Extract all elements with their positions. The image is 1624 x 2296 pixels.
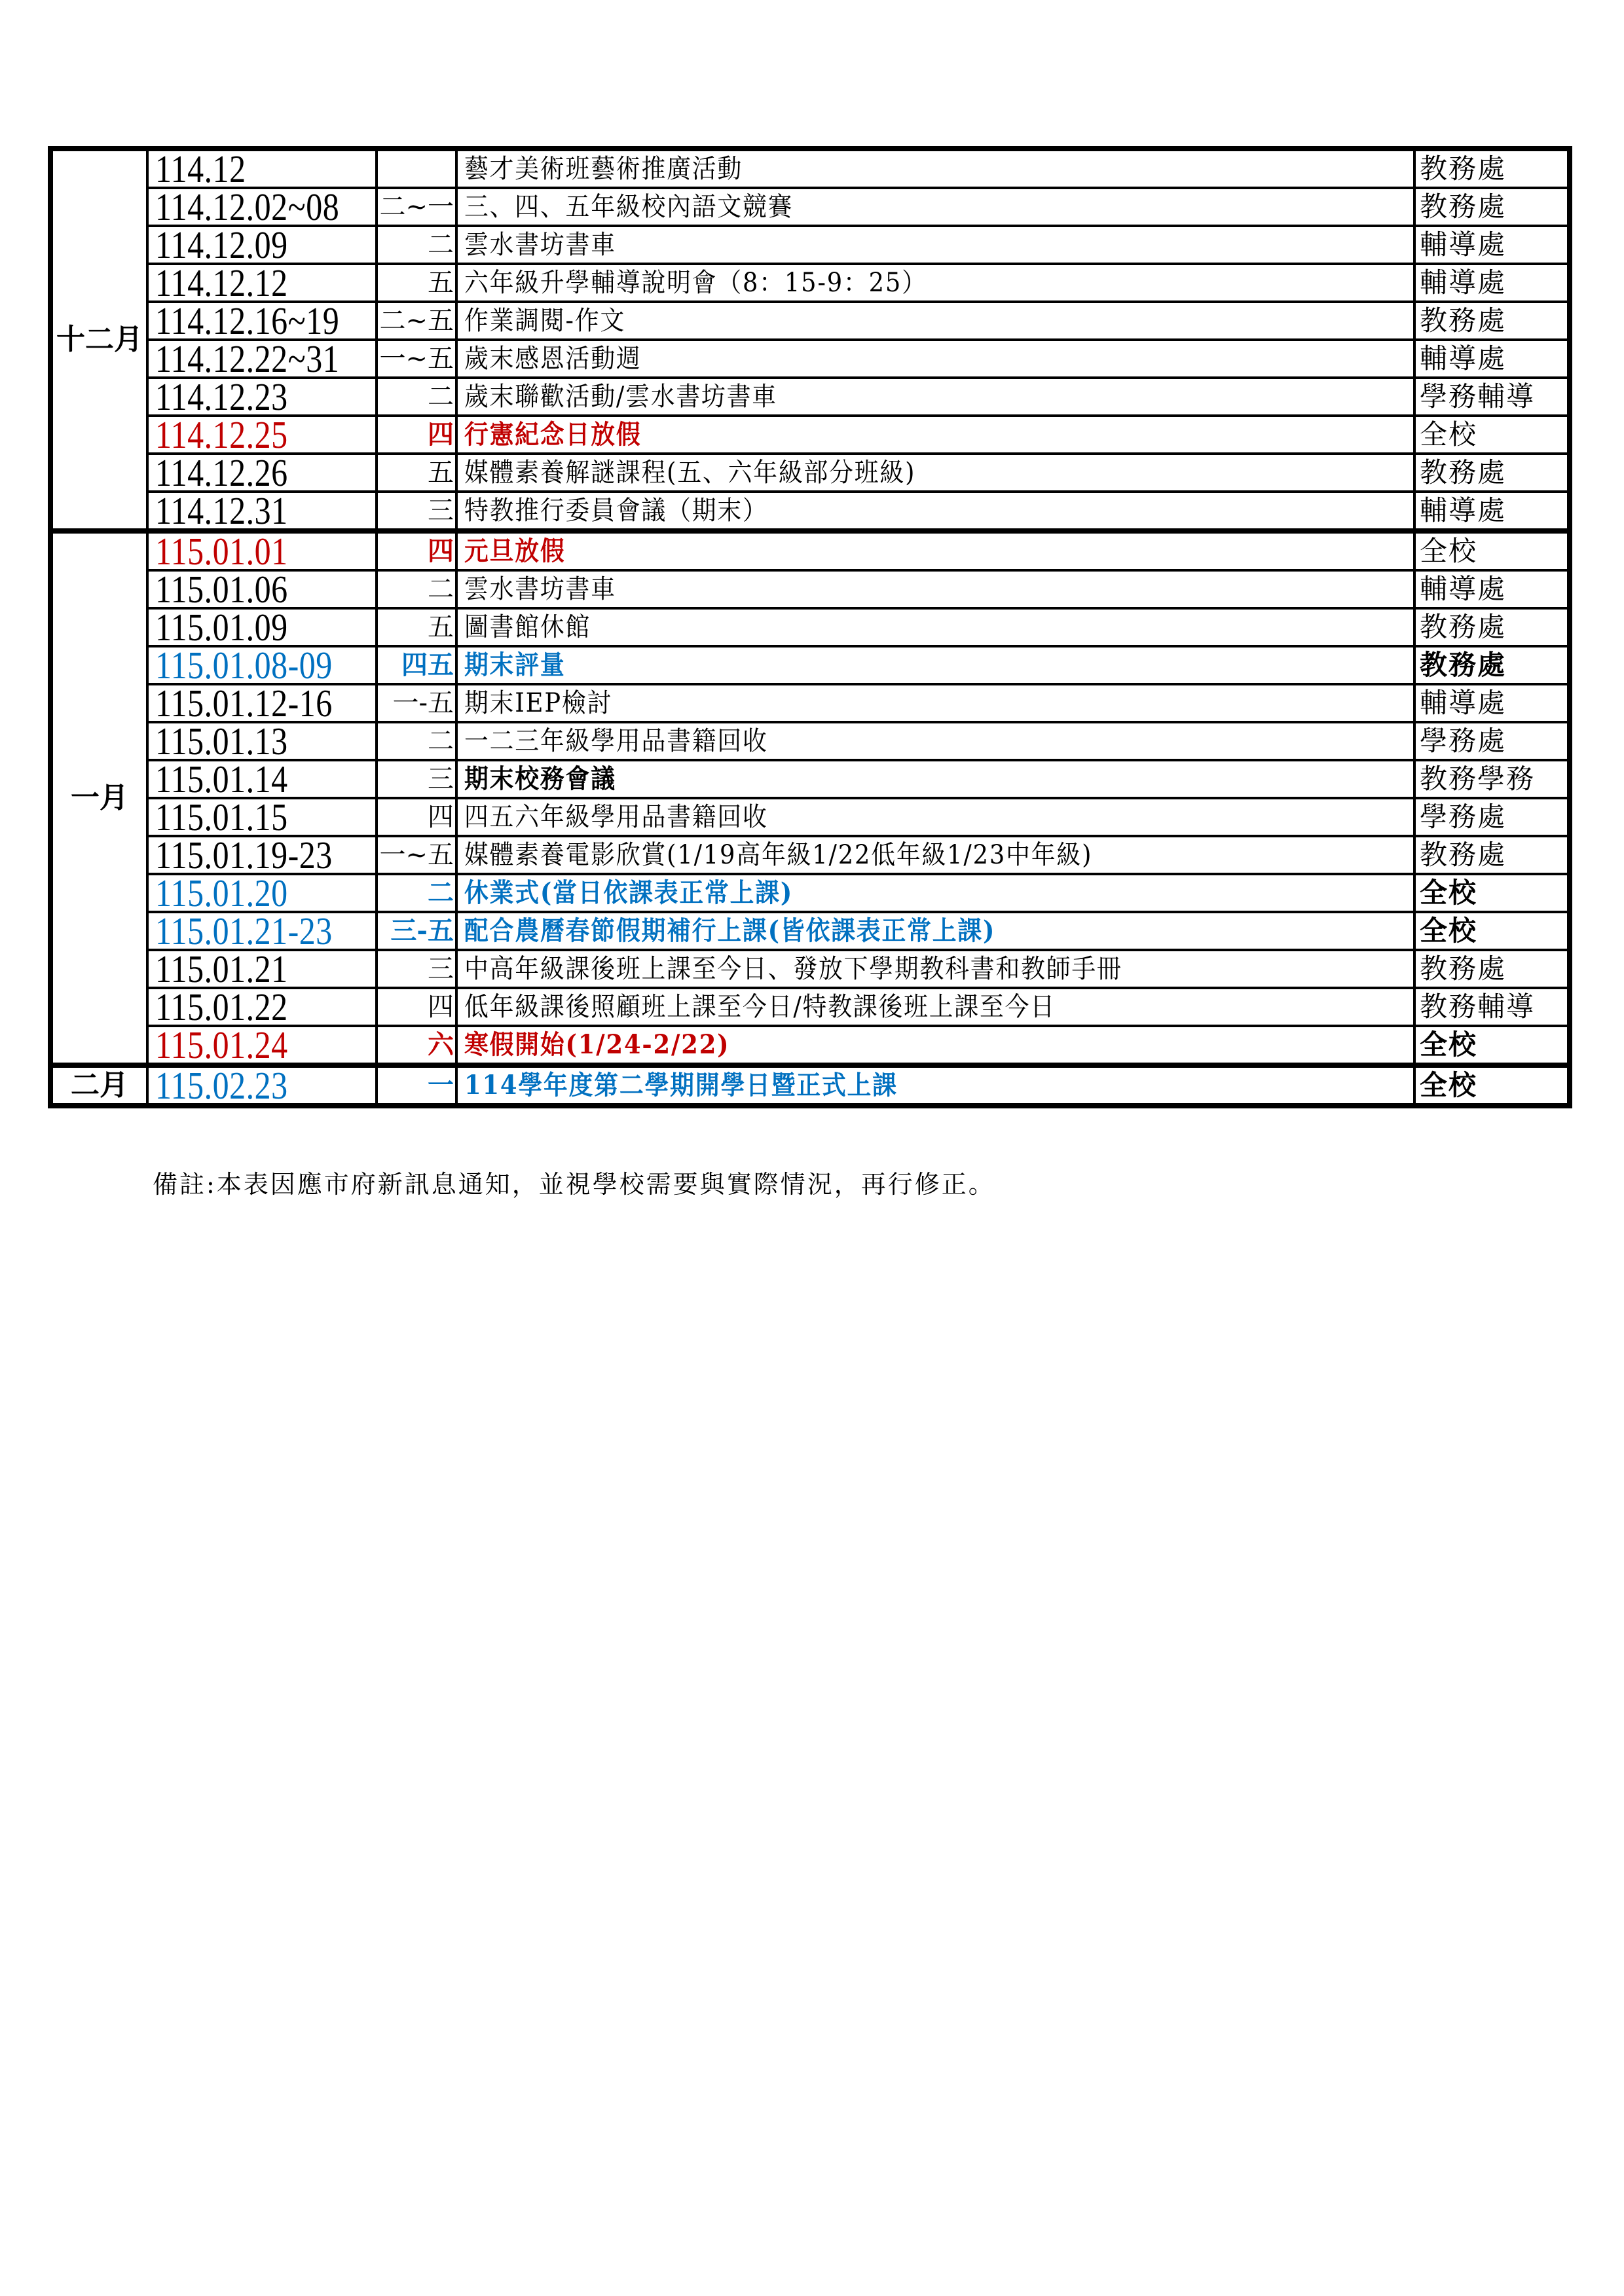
date-cell: 115.01.19-23 [147,836,377,874]
table-row [50,1065,1570,1106]
table-row [50,722,1570,760]
event-cell: 媒體素養解謎課程(五、六年級部分班級) [456,454,1414,492]
month-label-december: 十二月 [50,149,147,531]
date-cell: 114.12.31 [147,492,377,531]
event-cell: 歲末感恩活動週 [456,340,1414,378]
event-cell: 期末校務會議 [456,760,1414,798]
footnote: 備註:本表因應市府新訊息通知，並視學校需要與實際情況，再行修正。 [153,1170,995,1199]
table-row [50,570,1570,608]
event-cell: 114學年度第二學期開學日暨正式上課 [456,1065,1414,1106]
table-row [50,149,1570,188]
table-row [50,378,1570,416]
dept-cell: 全校 [1414,416,1570,454]
event-cell: 雲水書坊書車 [456,570,1414,608]
weekday-cell: 五 [377,264,456,302]
date-cell: 114.12.22~31 [147,340,377,378]
weekday-cell: 四五 [377,646,456,684]
weekday-cell: 五 [377,608,456,646]
date-cell: 115.01.20 [147,874,377,912]
date-cell: 115.01.12-16 [147,684,377,722]
event-cell: 圖書館休館 [456,608,1414,646]
date-cell: 114.12.09 [147,226,377,264]
date-cell: 115.01.14 [147,760,377,798]
dept-cell: 教務處 [1414,302,1570,340]
event-cell: 低年級課後照顧班上課至今日/特教課後班上課至今日 [456,988,1414,1026]
dept-cell: 學務處 [1414,722,1570,760]
weekday-cell: 一~五 [377,340,456,378]
event-cell: 三、四、五年級校內語文競賽 [456,188,1414,226]
dept-cell: 教務輔導 [1414,988,1570,1026]
table-row [50,302,1570,340]
event-cell: 休業式(當日依課表正常上課) [456,874,1414,912]
date-cell: 114.12 [147,149,377,188]
dept-cell: 教務處 [1414,454,1570,492]
dept-cell: 全校 [1414,912,1570,950]
date-cell: 114.12.26 [147,454,377,492]
dept-cell: 教務處 [1414,646,1570,684]
dept-cell: 學務處 [1414,798,1570,836]
date-cell: 115.01.21-23 [147,912,377,950]
weekday-cell: 二 [377,874,456,912]
dept-cell: 輔導處 [1414,492,1570,531]
table-row [50,950,1570,988]
date-cell: 115.01.24 [147,1026,377,1065]
dept-cell: 輔導處 [1414,264,1570,302]
weekday-cell: 二~五 [377,302,456,340]
event-cell: 媒體素養電影欣賞(1/19高年級1/22低年級1/23中年級) [456,836,1414,874]
table-row [50,988,1570,1026]
table-row [50,264,1570,302]
event-cell: 四五六年級學用品書籍回收 [456,798,1414,836]
event-cell: 六年級升學輔導說明會（8：15-9：25） [456,264,1414,302]
table-row [50,646,1570,684]
date-cell: 115.02.23 [147,1065,377,1106]
weekday-cell: 二 [377,226,456,264]
table-row [50,760,1570,798]
date-cell: 115.01.21 [147,950,377,988]
table-row [50,836,1570,874]
date-cell: 114.12.02~08 [147,188,377,226]
weekday-cell: 三-五 [377,912,456,950]
weekday-cell: 二 [377,570,456,608]
table-row [50,912,1570,950]
event-cell: 期末評量 [456,646,1414,684]
weekday-cell: 四 [377,531,456,570]
dept-cell: 教務處 [1414,836,1570,874]
dept-cell: 全校 [1414,1065,1570,1106]
dept-cell: 輔導處 [1414,226,1570,264]
weekday-cell: 六 [377,1026,456,1065]
dept-cell: 學務輔導 [1414,378,1570,416]
event-cell: 藝才美術班藝術推廣活動 [456,149,1414,188]
date-cell: 114.12.16~19 [147,302,377,340]
date-cell: 114.12.23 [147,378,377,416]
table-row [50,684,1570,722]
table-row [50,188,1570,226]
dept-cell: 教務處 [1414,188,1570,226]
event-cell: 元旦放假 [456,531,1414,570]
table-row [50,1026,1570,1065]
table-row [50,492,1570,531]
weekday-cell: 四 [377,416,456,454]
date-cell: 115.01.01 [147,531,377,570]
weekday-cell: 三 [377,950,456,988]
date-cell: 115.01.06 [147,570,377,608]
dept-cell: 輔導處 [1414,340,1570,378]
date-cell: 115.01.08-09 [147,646,377,684]
dept-cell: 全校 [1414,874,1570,912]
dept-cell: 教務學務 [1414,760,1570,798]
dept-cell: 教務處 [1414,608,1570,646]
table-row [50,874,1570,912]
weekday-cell: 四 [377,798,456,836]
date-cell: 115.01.09 [147,608,377,646]
weekday-cell: 三 [377,492,456,531]
date-cell: 115.01.15 [147,798,377,836]
weekday-cell: 一-五 [377,684,456,722]
date-cell: 115.01.13 [147,722,377,760]
event-cell: 配合農曆春節假期補行上課(皆依課表正常上課) [456,912,1414,950]
event-cell: 雲水書坊書車 [456,226,1414,264]
weekday-cell: 三 [377,760,456,798]
dept-cell: 輔導處 [1414,684,1570,722]
date-cell: 114.12.12 [147,264,377,302]
event-cell: 歲末聯歡活動/雲水書坊書車 [456,378,1414,416]
dept-cell: 教務處 [1414,950,1570,988]
table-row [50,454,1570,492]
weekday-cell: 二~一 [377,188,456,226]
table-row [50,340,1570,378]
event-cell: 作業調閱-作文 [456,302,1414,340]
weekday-cell: 五 [377,454,456,492]
date-cell: 115.01.22 [147,988,377,1026]
table-row [50,798,1570,836]
weekday-cell: 二 [377,722,456,760]
event-cell: 行憲紀念日放假 [456,416,1414,454]
weekday-cell: 四 [377,988,456,1026]
dept-cell: 全校 [1414,531,1570,570]
table-row [50,226,1570,264]
dept-cell: 全校 [1414,1026,1570,1065]
dept-cell: 教務處 [1414,149,1570,188]
table-row [50,608,1570,646]
dept-cell: 輔導處 [1414,570,1570,608]
weekday-cell: 二 [377,378,456,416]
school-calendar-table [48,146,1572,1108]
weekday-cell: 一 [377,1065,456,1106]
event-cell: 寒假開始(1/24-2/22) [456,1026,1414,1065]
event-cell: 一二三年級學用品書籍回收 [456,722,1414,760]
date-cell: 114.12.25 [147,416,377,454]
table-row [50,416,1570,454]
month-label-january: 一月 [50,531,147,1065]
event-cell: 期末IEP檢討 [456,684,1414,722]
event-cell: 中高年級課後班上課至今日、發放下學期教科書和教師手冊 [456,950,1414,988]
event-cell: 特教推行委員會議（期末） [456,492,1414,531]
table-row [50,531,1570,570]
month-label-february: 二月 [50,1065,147,1106]
weekday-cell [377,149,456,188]
weekday-cell: 一~五 [377,836,456,874]
